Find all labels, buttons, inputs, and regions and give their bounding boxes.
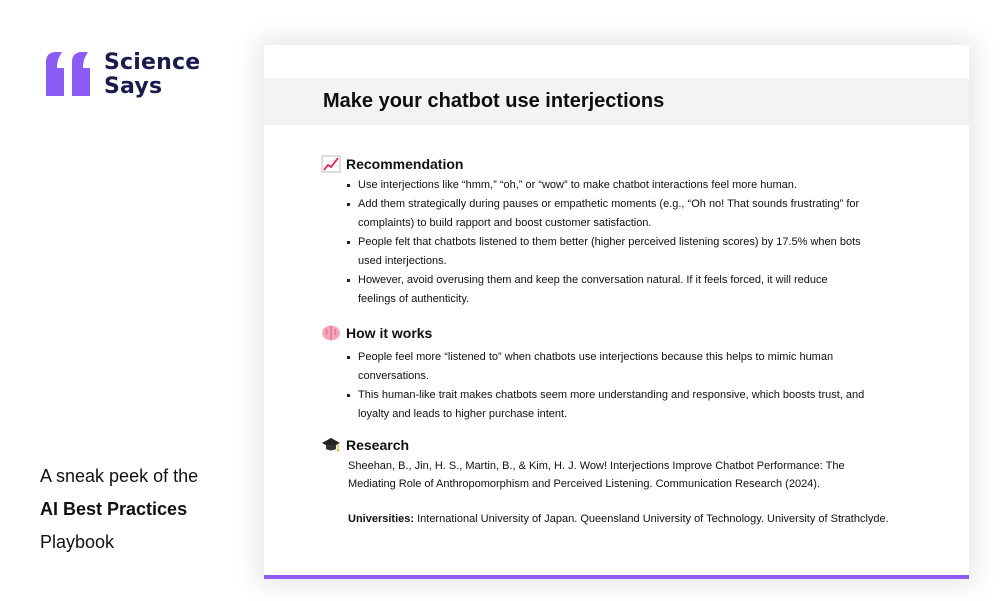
section-research-heading: [321, 436, 409, 454]
tagline-line3: Playbook: [40, 532, 115, 552]
list-item: People feel more “listened to” when chatbots use interjections because this helps to mimic human conversations.: [340, 348, 865, 386]
content-card: [264, 45, 969, 579]
list-item: People felt that chatbots listened to them better (higher perceived listening scores) by 17.5% when bots used interjections.: [340, 233, 865, 271]
section-how-it-works-title: How it works: [346, 325, 433, 341]
list-item: This human-like trait makes chatbots seem more understanding and responsive, which boosts trust, and loyalty and leads to higher purchase intent.: [340, 386, 865, 424]
brand-name-line2: Says: [104, 74, 163, 99]
section-recommendation-heading: [321, 155, 463, 173]
research-citation: Sheehan, B., Jin, H. S., Martin, B., & Kim, H. J. Wow! Interjections Improve Chatbot Performance: The Mediating Role of Anthropomorphism and Perceived Listening. Communication Research (2024).: [348, 460, 845, 490]
section-how-it-works-heading: [321, 324, 432, 342]
brand-logo: [44, 50, 200, 99]
chart-increasing-icon: [321, 155, 341, 173]
list-item: However, avoid overusing them and keep the conversation natural. If it feels forced, it will reduce feelings of authenticity.: [340, 271, 865, 309]
recommendation-list: [340, 176, 865, 309]
brand-name: [104, 51, 200, 99]
tagline-line1: A sneak peek of the: [40, 466, 199, 486]
tagline: [40, 460, 198, 559]
graduation-cap-icon: [321, 436, 341, 454]
card-title: Make your chatbot use interjections: [323, 90, 665, 112]
list-item: Use interjections like “hmm,” “oh,” or “wow” to make chatbot interactions feel more human.: [340, 176, 865, 195]
brain-icon: [321, 324, 341, 342]
card-accent-bar: [264, 575, 969, 579]
how-it-works-list: [340, 348, 865, 424]
brand-name-line1: Science: [104, 50, 201, 75]
section-research-title: Research: [346, 437, 410, 453]
quote-mark-icon: [44, 50, 94, 98]
universities-value: International University of Japan. Queensland University of Technology. University of Strathclyde.: [414, 513, 889, 525]
universities-label: Universities:: [348, 513, 415, 525]
list-item: Add them strategically during pauses or empathetic moments (e.g., “Oh no! That sounds frustrating” for complaints) to build rapport and boost customer satisfaction.: [340, 195, 865, 233]
tagline-line2: AI Best Practices: [40, 499, 188, 519]
section-recommendation-title: Recommendation: [346, 156, 464, 172]
universities-line: [348, 510, 889, 528]
